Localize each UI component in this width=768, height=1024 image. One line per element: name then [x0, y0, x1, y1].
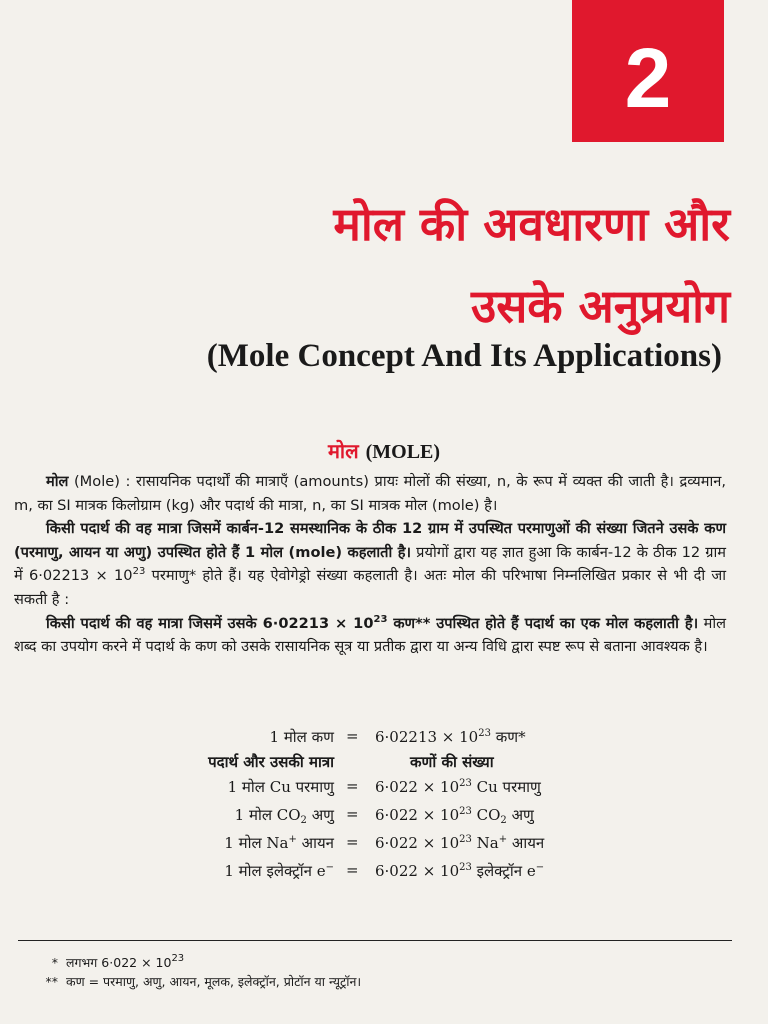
- equals-sign: =: [346, 727, 359, 745]
- p3-exponent: 23: [373, 613, 388, 625]
- p2-exponent: 23: [132, 566, 146, 578]
- p3-text: मोल शब्द का उपयोग करने में पदार्थ के कण को उसके रासायनिक सूत्र या प्रतीक द्वारा या अन्य विधि द्वारा स्पष्ट रूप से बताना आवश्यक है।: [14, 614, 727, 656]
- footnote-1-exponent: 23: [171, 953, 185, 964]
- footnote-1-text: लगभग 6·022 × 10: [66, 955, 172, 970]
- header-substance: पदार्थ और उसकी मात्रा: [208, 753, 334, 771]
- p2-text-b: परमाणु* होते हैं। यह ऐवोगेड्रो संख्या कहलाती है। अतः मोल की परिभाषा निम्नलिखित प्रकार से भी दी जा सकती है :: [14, 567, 726, 608]
- equation-lhs: 1 मोल Na+ आयन: [224, 834, 334, 852]
- paragraph-3: [14, 612, 726, 659]
- english-title: (Mole Concept And Its Applications): [206, 338, 722, 374]
- equals-sign: =: [346, 805, 359, 823]
- equation-lhs: 1 मोल कण: [269, 728, 334, 746]
- equation-row-cu: [0, 777, 768, 803]
- footnote-1-mark: *: [51, 955, 58, 970]
- equation-rhs: $6\cdot 022 \times 10^{23}$ इलेक्ट्रॉन e−: [375, 862, 545, 880]
- equation-row-mole-particles: [0, 727, 768, 753]
- p3-bold-a: किसी पदार्थ की वह मात्रा जिसमें उसके 6·02213 × 10: [46, 614, 374, 632]
- equation-lhs: 1 मोल $CO_2$ अणु: [234, 806, 334, 826]
- equals-sign: =: [346, 861, 359, 879]
- equals-sign: =: [346, 777, 359, 795]
- equation-row-electron: [0, 861, 768, 887]
- header-particle-count: कणों की संख्या: [410, 753, 494, 771]
- p2-text-a: प्रयोगों द्वारा यह ज्ञात हुआ कि कार्बन-12 के ठीक 12 ग्राम में 6·02213 × 10: [14, 543, 726, 585]
- footnote-1: [18, 954, 732, 971]
- hindi-title-line-2: उसके अनुप्रयोग: [471, 279, 730, 333]
- body-text: [14, 470, 726, 659]
- paragraph-2: [14, 517, 726, 611]
- chapter-number-box: [572, 0, 724, 142]
- section-heading-hindi: मोल: [327, 439, 359, 463]
- p2-bold: किसी पदार्थ की वह मात्रा जिसमें कार्बन-12 समस्थानिक के ठीक 12 ग्राम में उपस्थित परमाणुओं की संख्या जितने उसके कण (परमाणु, आयन या अणु) उपस्थित होते हैं 1 मोल (mole) कहलाती है।: [14, 520, 726, 561]
- equals-sign: =: [346, 833, 359, 851]
- hindi-title-line-1: मोल की अवधारणा और: [333, 197, 730, 251]
- footnote-2: [18, 973, 732, 990]
- equation-lhs: 1 मोल Cu परमाणु: [227, 778, 334, 796]
- equation-lhs: 1 मोल इलेक्ट्रॉन e−: [224, 862, 334, 880]
- equation-rhs: $6\cdot 022 \times 10^{23}$ Na+ आयन: [375, 834, 545, 852]
- footnote-2-mark: **: [45, 974, 58, 989]
- footnote-2-text: कण = परमाणु, अणु, आयन, मूलक, इलेक्ट्रॉन, प्रोटॉन या न्यूट्रॉन।: [66, 974, 362, 989]
- p1-text: (Mole) : रासायनिक पदार्थों की मात्राएँ (amounts) प्रायः मोलों की संख्या, n, के रूप में व्यक्त की जाती है। द्रव्यमान, m, का SI मात्रक किलोग्राम (kg) और पदार्थ की मात्रा, n, का SI मात्रक मोल (mole) है।: [14, 473, 726, 514]
- equation-row-na: [0, 833, 768, 859]
- equation-rhs: $6\cdot 022 \times 10^{23}$ $CO_2$ अणु: [375, 806, 534, 826]
- section-heading: [0, 437, 768, 464]
- footnote-divider: [18, 940, 732, 941]
- equation-rhs: $6\cdot 022 \times 10^{23}$ Cu परमाणु: [375, 778, 541, 796]
- p1-bold: मोल: [46, 473, 69, 490]
- chapter-number: 2: [624, 31, 672, 125]
- p3-bold-b: कण** उपस्थित होते हैं पदार्थ का एक मोल कहलाती है।: [387, 614, 699, 632]
- equation-row-co2: [0, 805, 768, 831]
- paragraph-1: [14, 470, 726, 517]
- section-heading-english: (MOLE): [365, 441, 441, 463]
- equation-header-row: [0, 752, 768, 778]
- equation-rhs: $6\cdot 02213 \times 10^{23}$ कण*: [375, 728, 526, 746]
